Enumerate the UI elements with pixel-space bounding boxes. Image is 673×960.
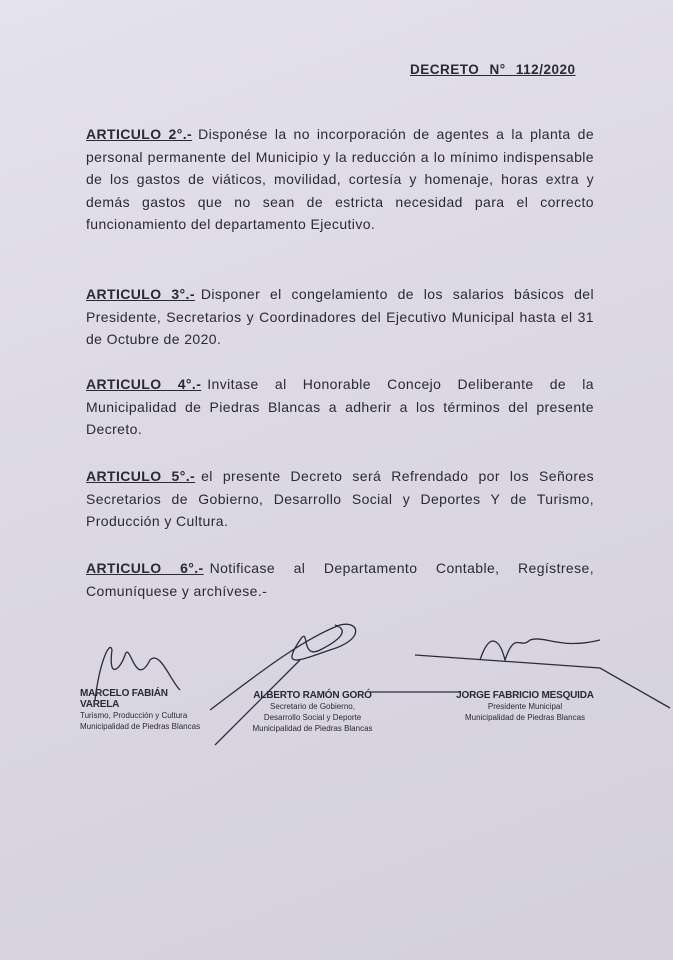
- article-text: el presente Decreto será Refrendado por los Señores Secretarios de Gobierno, Desarrollo Social y Deportes Y de Turismo, Producción y Cultura.: [86, 468, 594, 529]
- article-label: ARTICULO 2°.-: [86, 126, 193, 142]
- signer-org: Municipalidad de Piedras Blancas: [464, 713, 586, 722]
- signer-name: MARCELO FABIÁN VARELA: [80, 688, 168, 710]
- signer-title: Presidente Municipal: [487, 702, 563, 711]
- article-text: Disponése la no incorporación de agentes a la planta de personal permanente del Municipio y la reducción a lo mínimo indispensable de los gastos de viáticos, movilidad, cortesía y homenaje, horas extra y demás gastos que no sean de estricta necesidad para el correcto funcionamiento del departamento Ejecutivo.: [86, 126, 594, 232]
- article-text: Invitase al Honorable Concejo Deliberante de la Municipalidad de Piedras Blancas a adherir a los términos del presente Decreto.: [86, 376, 594, 437]
- signature-block-mesquida: [450, 690, 600, 723]
- decree-title: DECRETO N° 112/2020: [410, 62, 576, 77]
- signer-name: JORGE FABRICIO MESQUIDA: [456, 690, 594, 701]
- signer-org: Municipalidad de Piedras Blancas: [80, 722, 201, 731]
- article-label: ARTICULO 4°.-: [86, 376, 202, 392]
- signer-title: Turismo, Producción y Cultura: [80, 711, 188, 720]
- article-label: ARTICULO 6°.-: [86, 560, 204, 576]
- article-label: ARTICULO 3°.-: [86, 286, 195, 302]
- signature-block-varela: [80, 688, 205, 732]
- signer-title: Desarrollo Social y Deporte: [263, 713, 362, 722]
- article-text: Notificase al Departamento Contable, Regístrese, Comuníquese y archívese.-: [86, 560, 594, 599]
- signer-title: Secretario de Gobierno,: [270, 702, 355, 711]
- article-label: ARTICULO 5°.-: [86, 468, 196, 484]
- article-text: Disponer el congelamiento de los salarios básicos del Presidente, Secretarios y Coordinadores del Ejecutivo Municipal hasta el 31 de Octubre de 2020.: [86, 286, 594, 347]
- signer-org: Municipalidad de Piedras Blancas: [252, 724, 373, 733]
- signature-block-goro: [245, 690, 380, 734]
- signer-name: ALBERTO RAMÓN GORÓ: [253, 690, 372, 701]
